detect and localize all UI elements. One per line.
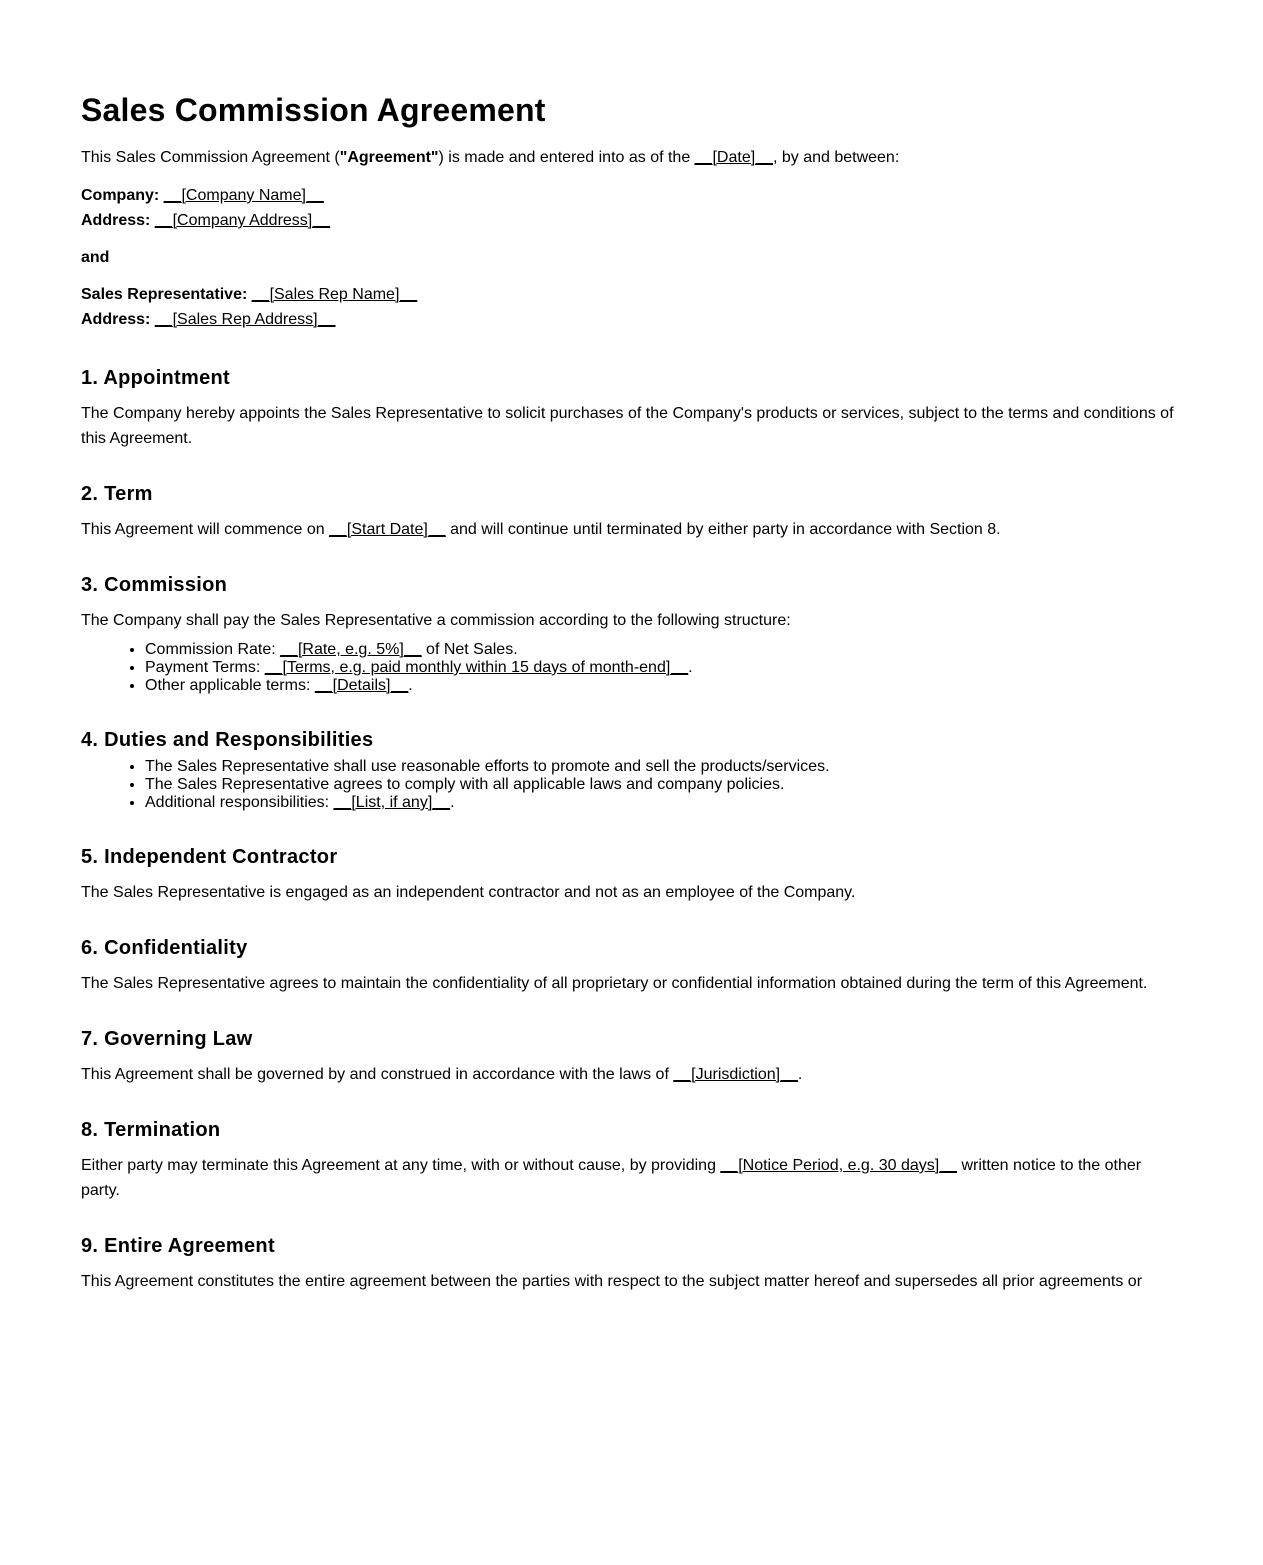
section-appointment	[81, 365, 1183, 451]
list-item	[145, 641, 1183, 659]
section-term	[81, 481, 1183, 542]
intro-text: , by and between:	[772, 149, 900, 166]
section-heading: 4. Duties and Responsibilities	[81, 729, 374, 751]
section-commission	[81, 572, 1183, 695]
payment-terms-placeholder: __[Terms, e.g. paid monthly within 15 days of month-end]__	[264, 659, 689, 676]
section-body	[81, 1153, 1183, 1203]
section-independent-contractor	[81, 844, 1183, 905]
sales-rep-address-label: Address:	[81, 311, 151, 328]
details-placeholder: __[Details]__	[314, 677, 409, 694]
intro-text: ) is made and entered into as of the	[438, 149, 695, 166]
section-heading: 9. Entire Agreement	[81, 1235, 275, 1257]
section-heading: 3. Commission	[81, 574, 228, 596]
body-text: .	[797, 1066, 803, 1083]
intro-paragraph	[81, 145, 1183, 170]
section-body	[81, 1062, 1183, 1087]
item-label: Additional responsibilities:	[145, 794, 334, 811]
and-separator: and	[81, 249, 110, 266]
section-heading: 2. Term	[81, 483, 153, 505]
section-confidentiality	[81, 935, 1183, 996]
date-placeholder: __[Date]__	[694, 149, 773, 166]
item-label: Other applicable terms:	[145, 677, 315, 694]
company-address-label: Address:	[81, 212, 151, 229]
section-heading: 5. Independent Contractor	[81, 846, 338, 868]
company-address-placeholder: __[Company Address]__	[154, 212, 331, 229]
section-termination	[81, 1117, 1183, 1203]
duties-list	[81, 758, 1183, 812]
list-item: • The Sales Representative agrees to comply with all applicable laws and company policies.	[145, 776, 1183, 794]
commission-list	[81, 641, 1183, 695]
body-text: This Agreement shall be governed by and construed in accordance with the laws of	[81, 1066, 674, 1083]
sales-rep-name-line	[81, 282, 1183, 307]
body-text: This Agreement will commence on	[81, 521, 330, 538]
intro-text: This Sales Commission Agreement (	[81, 149, 340, 166]
company-label: Company:	[81, 187, 160, 204]
company-name-line	[81, 183, 1183, 208]
section-governing-law	[81, 1026, 1183, 1087]
notice-period-placeholder: __[Notice Period, e.g. 30 days]__	[720, 1157, 957, 1174]
agreement-defined-term: "Agreement"	[339, 149, 439, 166]
company-name-placeholder: __[Company Name]__	[163, 187, 324, 204]
jurisdiction-placeholder: __[Jurisdiction]__	[673, 1066, 798, 1083]
section-heading: 8. Termination	[81, 1119, 221, 1141]
body-text: written notice to the other party.	[81, 1157, 1142, 1199]
item-label: Payment Terms:	[145, 659, 265, 676]
list-item: • The Sales Representative shall use reasonable efforts to promote and sell the products/services.	[145, 758, 1183, 776]
list-item	[145, 794, 1183, 812]
list-item	[145, 677, 1183, 695]
section-body: This Agreement constitutes the entire agreement between the parties with respect to the subject matter hereof and supersedes all prior agreements or	[81, 1273, 1143, 1290]
section-body: The Company shall pay the Sales Representative a commission according to the following structure:	[81, 612, 791, 629]
sales-rep-address-placeholder: __[Sales Rep Address]__	[154, 311, 336, 328]
body-text: and will continue until terminated by either party in accordance with Section 8.	[445, 521, 1001, 538]
responsibilities-placeholder: __[List, if any]__	[333, 794, 451, 811]
section-duties	[81, 727, 1183, 812]
section-body: The Sales Representative agrees to maintain the confidentiality of all proprietary or confidential information obtained during the term of this Agreement.	[81, 975, 1148, 992]
sales-rep-name-placeholder: __[Sales Rep Name]__	[251, 286, 418, 303]
section-heading: 6. Confidentiality	[81, 937, 248, 959]
section-heading: 1. Appointment	[81, 367, 231, 389]
body-text: Either party may terminate this Agreement at any time, with or without cause, by providing	[81, 1157, 721, 1174]
item-text: .	[688, 659, 693, 676]
sales-rep-address-line	[81, 307, 1183, 332]
sales-rep-label: Sales Representative:	[81, 286, 248, 303]
section-entire-agreement	[81, 1233, 1183, 1294]
item-text: .	[408, 677, 413, 694]
item-text: of Net Sales.	[421, 641, 518, 658]
rate-placeholder: __[Rate, e.g. 5%]__	[280, 641, 422, 658]
item-label: Commission Rate:	[145, 641, 281, 658]
section-body	[81, 517, 1183, 542]
section-body: The Company hereby appoints the Sales Representative to solicit purchases of the Company's products or services, subject to the terms and conditions of this Agreement.	[81, 405, 1174, 447]
start-date-placeholder: __[Start Date]__	[329, 521, 446, 538]
document-title: Sales Commission Agreement	[81, 92, 546, 128]
section-body: The Sales Representative is engaged as an independent contractor and not as an employee of the Company.	[81, 884, 856, 901]
company-address-line	[81, 208, 1183, 233]
item-text: .	[450, 794, 455, 811]
list-item	[145, 659, 1183, 677]
section-heading: 7. Governing Law	[81, 1028, 253, 1050]
